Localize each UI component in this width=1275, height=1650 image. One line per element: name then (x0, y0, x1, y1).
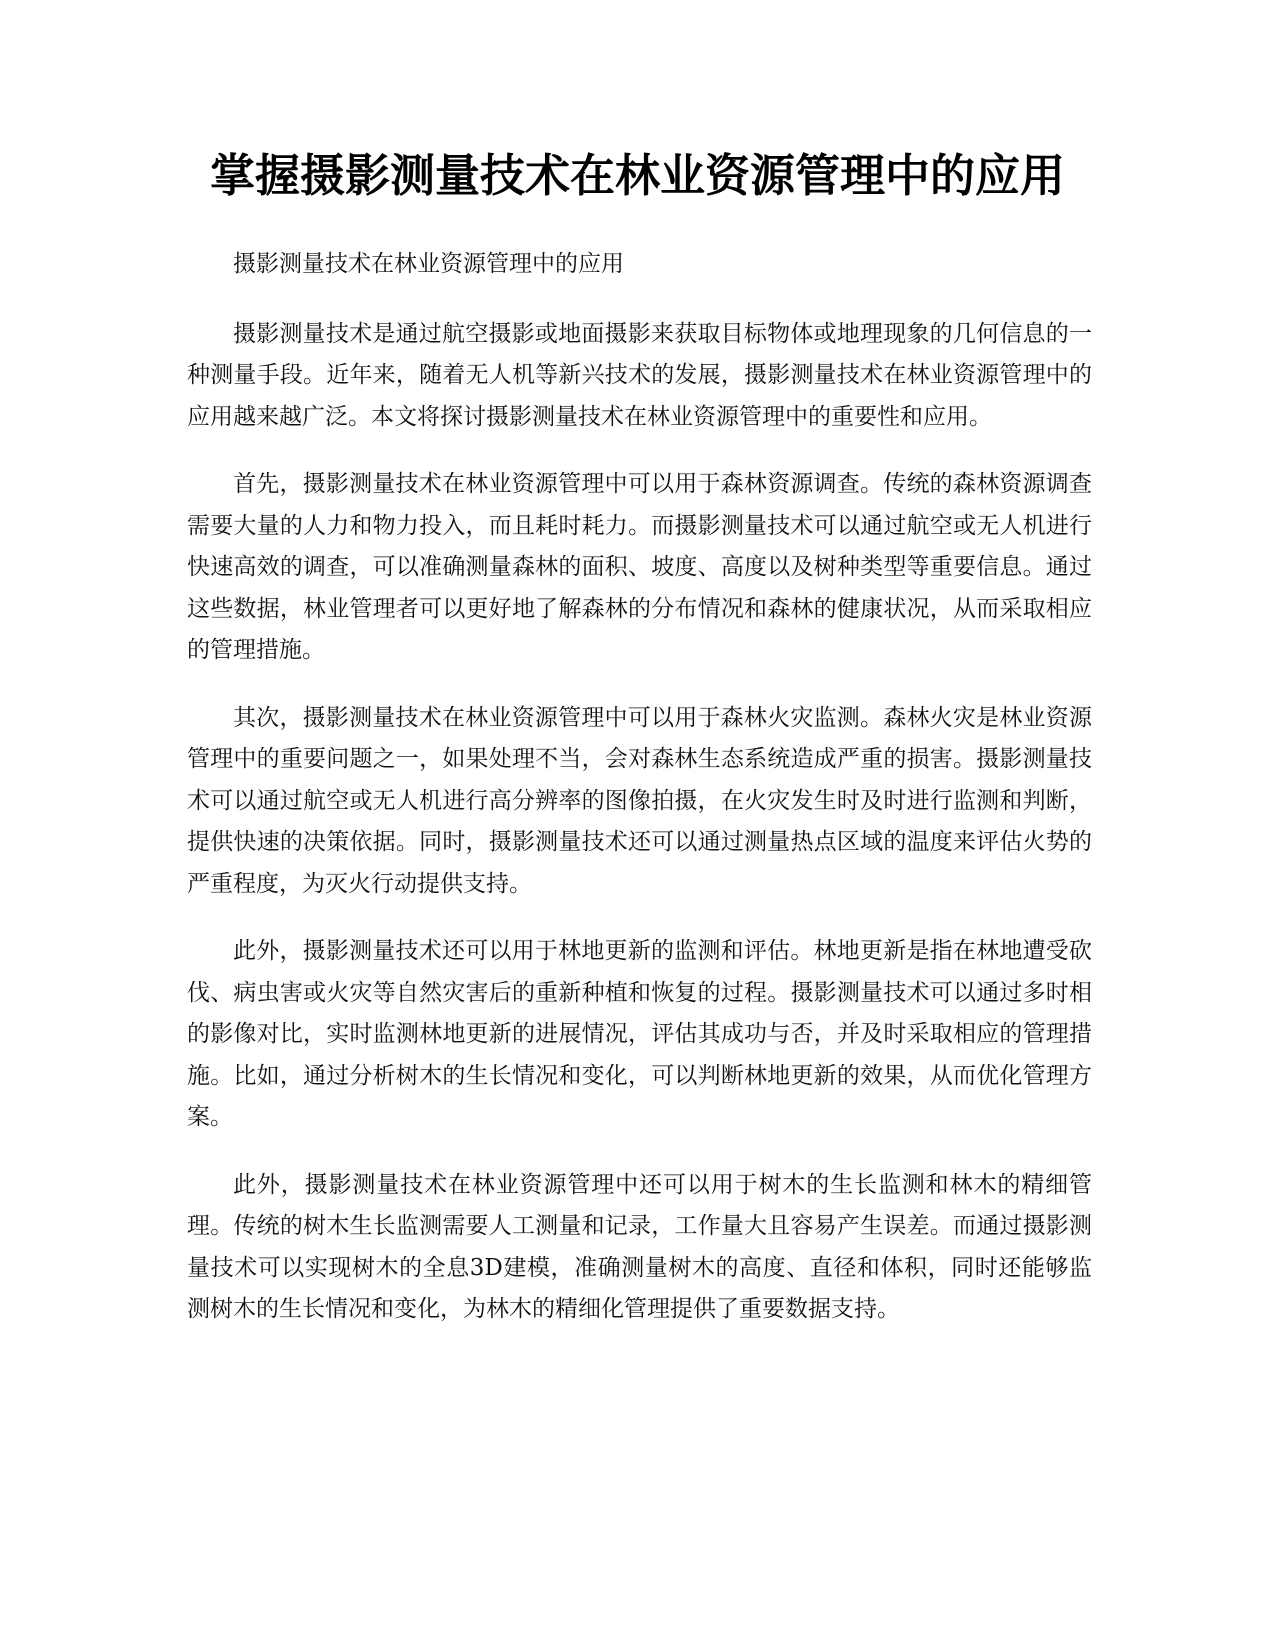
paragraph-tree-growth: 此外，摄影测量技术在林业资源管理中还可以用于树木的生长监测和林木的精细管理。传统的树木生长监测需要人工测量和记录，工作量大且容易产生误差。而通过摄影测量技术可以实现树木的全息3D建模，准确测量树木的高度、直径和体积，同时还能够监测树木的生长情况和变化，为林木的精细化管理提供了重要数据支持。 (187, 1171, 1092, 1322)
document-subtitle: 摄影测量技术在林业资源管理中的应用 (233, 251, 624, 277)
paragraph-intro: 摄影测量技术是通过航空摄影或地面摄影来获取目标物体或地理现象的几何信息的一种测量手段。近年来，随着无人机等新兴技术的发展，摄影测量技术在林业资源管理中的应用越来越广泛。本文将探讨摄影测量技术在林业资源管理中的重要性和应用。 (187, 320, 1092, 430)
paragraph-forest-renewal: 此外，摄影测量技术还可以用于林地更新的监测和评估。林地更新是指在林地遭受砍伐、病虫害或火灾等自然灾害后的重新种植和恢复的过程。摄影测量技术可以通过多时相的影像对比，实时监测林地更新的进展情况，评估其成功与否，并及时采取相应的管理措施。比如，通过分析树木的生长情况和变化，可以判断林地更新的效果，从而优化管理方案。 (187, 938, 1092, 1130)
document-title: 掌握摄影测量技术在林业资源管理中的应用 (209, 149, 1065, 202)
paragraph-forest-survey: 首先，摄影测量技术在林业资源管理中可以用于森林资源调查。传统的森林资源调查需要大量的人力和物力投入，而且耗时耗力。而摄影测量技术可以通过航空或无人机进行快速高效的调查，可以准确测量森林的面积、坡度、高度以及树种类型等重要信息。通过这些数据，林业管理者可以更好地了解森林的分布情况和森林的健康状况，从而采取相应的管理措施。 (187, 471, 1092, 663)
paragraph-fire-monitoring: 其次，摄影测量技术在林业资源管理中可以用于森林火灾监测。森林火灾是林业资源管理中的重要问题之一，如果处理不当，会对森林生态系统造成严重的损害。摄影测量技术可以通过航空或无人机进行高分辨率的图像拍摄，在火灾发生时及时进行监测和判断，提供快速的决策依据。同时，摄影测量技术还可以通过测量热点区域的温度来评估火势的严重程度，为灭火行动提供支持。 (187, 704, 1092, 897)
document-body (187, 244, 1092, 1357)
